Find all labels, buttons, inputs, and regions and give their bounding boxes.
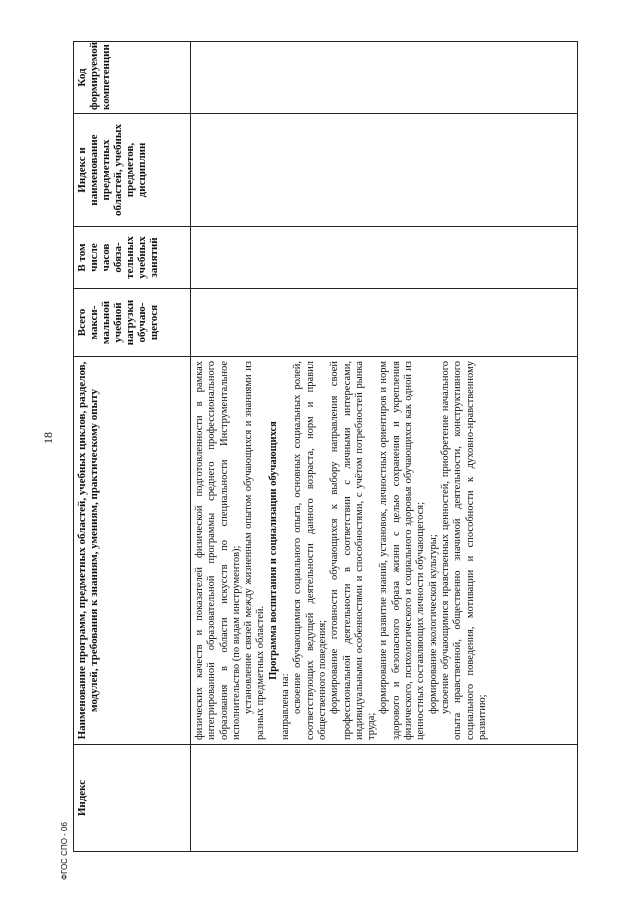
header-total-load: Всего макси-мальной учебной нагрузки обучаю-щегося [74, 289, 191, 357]
cell-total-load [191, 289, 578, 357]
content-paragraph: формирование готовности обучающихся к выбору направления своей профессиональной деятельности в соответствии с личными интересами, индивидуальными особенностями и способностями, с учётом потребностей рынка труда; [329, 361, 378, 740]
footer-code: ФГОС СПО - 06 [60, 822, 69, 880]
curriculum-table [73, 41, 578, 852]
cell-competence-code [191, 42, 578, 114]
section-heading: Программа воспитания и социализации обучающихся [267, 421, 279, 680]
cell-mandatory-hours [191, 227, 578, 289]
header-competence-code: Код формируемой компетенции [74, 42, 191, 114]
cell-index [191, 745, 578, 852]
cell-subject-index [191, 114, 578, 227]
header-index: Индекс [74, 745, 191, 852]
header-name: Наименование программ, предметных областей, учебных циклов, разделов, модулей, требования к знаниям, умениям, практическому опыту [74, 357, 191, 745]
header-mandatory-hours: В том числе часов обяза-тельных учебных занятий [74, 227, 191, 289]
content-paragraph: формирование экологической культуры; [427, 534, 439, 714]
header-subject-index: Индекс и наименование предметных областей, учебных предметов, дисциплин [74, 114, 191, 227]
content-paragraph: освоение обучающимися социального опыта, основных социальных ролей, соответствующих ведущей деятельности данного возраста, норм и правил общественного поведения; [292, 361, 328, 740]
content-paragraph: физических качеств и показателей физической подготовленности в рамках интегрированной образовательной программы среднего профессионального образования в области искусств по специальности Инструментальное исполнительство (по видам инструментов); [194, 361, 242, 740]
rotated-table-wrapper [73, 42, 578, 852]
page-number: 18 [41, 432, 55, 444]
table-row [191, 42, 578, 852]
content-paragraph: формирование и развитие знаний, установок, личностных ориентиров и норм здорового и безопасного образа жизни с целью сохранения и укрепления физического, психологического и социального здоровья обучающихся как одной из ценностных составляющих личности обучающегося; [378, 361, 427, 740]
content-paragraph: установление связей между жизненным опытом обучающихся и знаниями из разных предметных областей. [243, 361, 267, 740]
content-paragraph: усвоение обучающимися нравственных ценностей, приобретение начального опыта нравственной, общественно значимой деятельности, конструктивного социального поведения, мотивации и способности к духовно-нравственному развитию; [439, 361, 488, 740]
content-paragraph: направлена на: [280, 673, 292, 740]
cell-content [191, 357, 578, 745]
header-row [74, 42, 191, 852]
